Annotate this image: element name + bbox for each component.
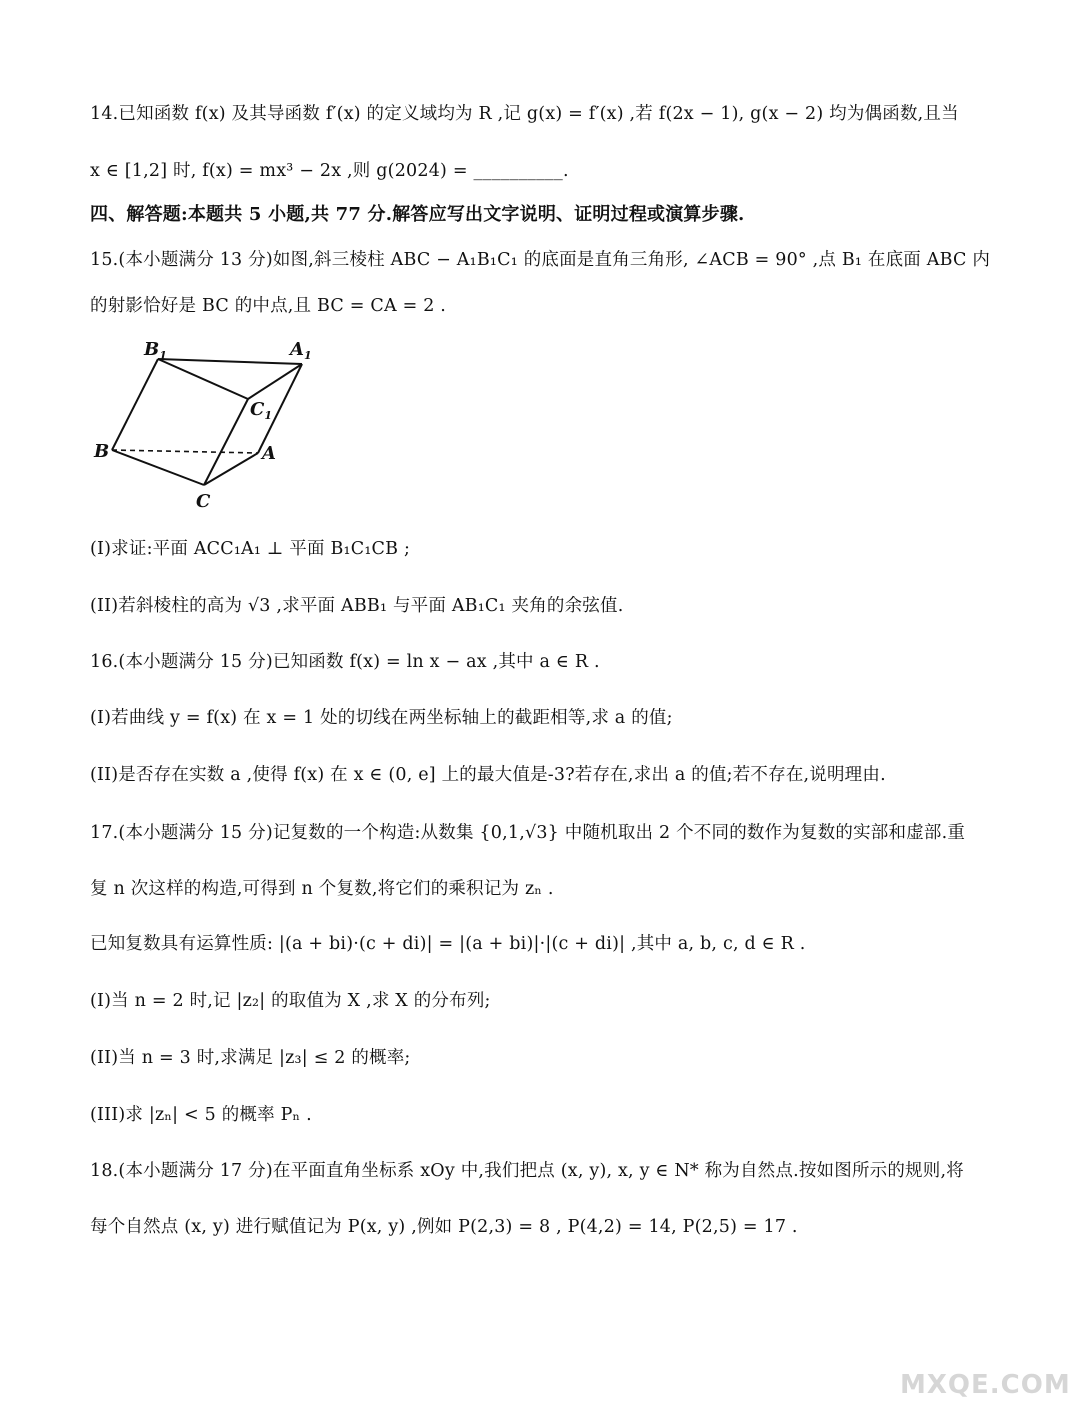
text-line: 的射影恰好是 BC 的中点,且 BC = CA = 2 . <box>90 296 447 316</box>
text-line: 16.(本小题满分 15 分)已知函数 f(x) = ln x − ax ,其中 a ∈ R . <box>90 652 600 672</box>
text-line: 15.(本小题满分 13 分)如图,斜三棱柱 ABC − A₁B₁C₁ 的底面是直角三角形, ∠ACB = 90° ,点 B₁ 在底面 ABC 内 <box>90 250 991 270</box>
label-b: B <box>94 441 110 462</box>
text-line: 已知复数具有运算性质: |(a + bi)·(c + di)| = |(a + bi)|·|(c + di)| ,其中 a, b, c, d ∈ R . <box>90 934 806 954</box>
text-line: 14.已知函数 f(x) 及其导函数 f′(x) 的定义域均为 R ,记 g(x) = f′(x) ,若 f(2x − 1), g(x − 2) 均为偶函数,且当 <box>90 104 959 124</box>
label-c1: $C_1$ <box>250 399 272 422</box>
edge-b1-b <box>112 359 158 450</box>
edge-b1-a1 <box>158 359 302 364</box>
label-a1: $A_1$ <box>290 339 312 362</box>
prism-figure <box>90 335 330 515</box>
text-line: 每个自然点 (x, y) 进行赋值记为 P(x, y) ,例如 P(2,3) = 8 , P(4,2) = 14, P(2,5) = 17 . <box>90 1217 798 1237</box>
text-line: (I)求证:平面 ACC₁A₁ ⊥ 平面 B₁C₁CB ; <box>90 539 411 559</box>
text-line: 复 n 次这样的构造,可得到 n 个复数,将它们的乘积记为 zₙ . <box>90 879 554 899</box>
text-line: 17.(本小题满分 15 分)记复数的一个构造:从数集 {0,1,√3} 中随机取出 2 个不同的数作为复数的实部和虚部.重 <box>90 823 966 843</box>
text-line: (III)求 |zₙ| < 5 的概率 Pₙ . <box>90 1105 312 1125</box>
text-line: 18.(本小题满分 17 分)在平面直角坐标系 xOy 中,我们把点 (x, y), x, y ∈ N* 称为自然点.按如图所示的规则,将 <box>90 1161 964 1181</box>
text-line: (I)当 n = 2 时,记 |z₂| 的取值为 X ,求 X 的分布列; <box>90 991 491 1011</box>
text-line: (I)若曲线 y = f(x) 在 x = 1 处的切线在两坐标轴上的截距相等,求 a 的值; <box>90 708 673 728</box>
text-line: (II)是否存在实数 a ,使得 f(x) 在 x ∈ (0, e] 上的最大值是-3?若存在,求出 a 的值;若不存在,说明理由. <box>90 765 886 785</box>
edge-b-c <box>112 450 204 485</box>
label-a: A <box>262 443 276 464</box>
edge-b-a-hidden <box>112 450 258 453</box>
text-line: (II)若斜棱柱的高为 √3 ,求平面 ABB₁ 与平面 AB₁C₁ 夹角的余弦值. <box>90 596 624 616</box>
text-line: 四、解答题:本题共 5 小题,共 77 分.解答应写出文字说明、证明过程或演算步骤. <box>90 204 745 225</box>
watermark <box>900 1330 1070 1405</box>
text-line: (II)当 n = 3 时,求满足 |z₃| ≤ 2 的概率; <box>90 1048 411 1068</box>
label-c: C <box>196 491 211 512</box>
watermark-text: MXQE.COM <box>900 1370 1071 1400</box>
text-line: x ∈ [1,2] 时, f(x) = mx³ − 2x ,则 g(2024) = __________. <box>90 161 569 181</box>
label-b1: $B_1$ <box>144 339 167 362</box>
edge-b1-c1 <box>158 359 248 399</box>
